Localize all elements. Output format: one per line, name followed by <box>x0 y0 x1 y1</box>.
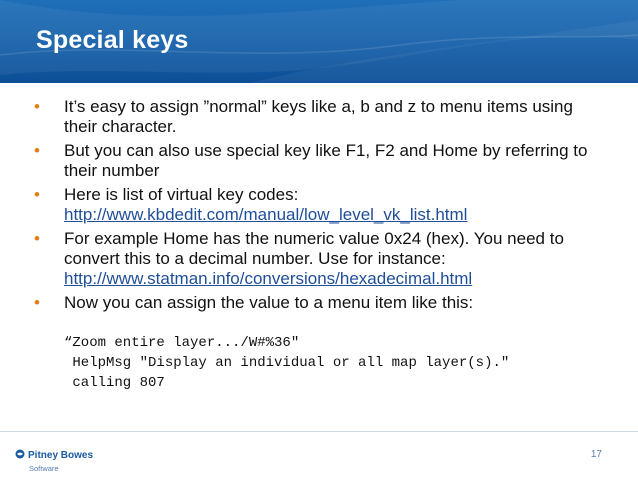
bullet-dot: • <box>34 185 40 204</box>
bullet-text: But you can also use special key like F1, F2 and Home by referring to their number <box>64 141 588 180</box>
bullet-text: It’s easy to assign ”normal” keys like a, b and z to menu items using their character. <box>64 97 573 136</box>
code-line: HelpMsg "Display an individual or all map layer(s)." <box>64 355 510 371</box>
bullet-list <box>34 97 604 317</box>
company-logo <box>15 445 93 473</box>
bullet-text: For example Home has the numeric value 0x24 (hex). You need to convert this to a decimal number. Use for instance: <box>64 229 564 268</box>
logo-mark-icon <box>15 449 25 459</box>
bullet-dot: • <box>34 293 40 312</box>
bullet-item <box>34 185 604 225</box>
footer-divider <box>0 431 638 432</box>
bullet-item <box>34 293 604 313</box>
code-line: calling 807 <box>64 375 165 391</box>
bullet-dot: • <box>34 97 40 116</box>
code-line: “Zoom entire layer.../W#%36" <box>64 335 300 351</box>
code-block <box>64 333 509 393</box>
hex-conversion-link[interactable]: http://www.statman.info/conversions/hexadecimal.html <box>64 269 473 288</box>
logo-brand-text: Pitney Bowes <box>28 450 94 461</box>
page-number: 17 <box>590 449 602 460</box>
bullet-item <box>34 229 604 289</box>
bullet-text: Here is list of virtual key codes: <box>64 185 299 204</box>
bullet-item <box>34 141 604 181</box>
logo-sub-text: Software <box>29 464 59 473</box>
vk-codes-link[interactable]: http://www.kbdedit.com/manual/low_level_vk_list.html <box>64 205 468 224</box>
bullet-item <box>34 97 604 137</box>
slide-header <box>0 0 638 83</box>
bullet-text: Now you can assign the value to a menu item like this: <box>64 293 474 312</box>
bullet-dot: • <box>34 229 40 248</box>
bullet-dot: • <box>34 141 40 160</box>
slide-title: Special keys <box>36 26 189 54</box>
